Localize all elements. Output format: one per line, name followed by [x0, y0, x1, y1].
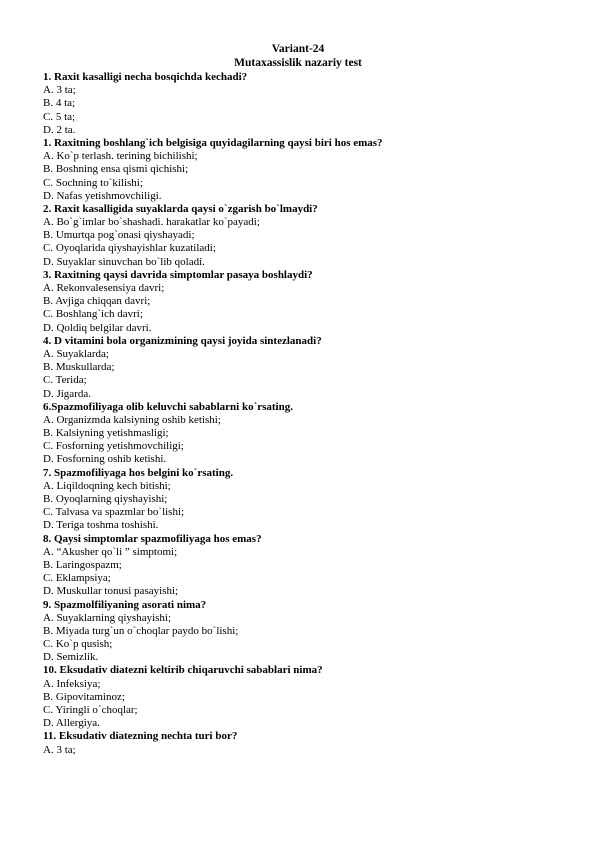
answer-option: A. 3 ta;: [43, 84, 76, 97]
answer-option: A. Suyaklarda;: [43, 347, 109, 360]
question-block: [43, 137, 563, 203]
question-block: [43, 71, 563, 137]
answer-option: C. Boshlang`ich davri;: [43, 308, 143, 321]
question-title: 3. Raxitning qaysi davrida simptomlar pasaya boshlaydi?: [43, 268, 313, 281]
answer-option: D. Teriga toshma toshishi.: [43, 519, 159, 532]
question-title: 11. Eksudativ diatezning nechta turi bor?: [43, 730, 238, 743]
question-block: [43, 203, 563, 269]
answer-option: B. 4 ta;: [43, 97, 76, 110]
test-subtitle: Mutaxassislik nazariy test: [234, 57, 362, 69]
question-list: [43, 71, 563, 757]
question-block: [43, 730, 563, 756]
answer-option: D. Suyaklar sinuvchan bo`lib qoladi.: [43, 255, 205, 268]
question-block: [43, 335, 563, 401]
question-title: 6.Spazmofiliyaga olib keluvchi sabablarni ko`rsating.: [43, 400, 293, 413]
question-block: [43, 599, 563, 665]
question-title: 2. Raxit kasalligida suyaklarda qaysi o`zgarish bo`lmaydi?: [43, 202, 318, 215]
answer-option: A. Organizmda kalsiyning oshib ketishi;: [43, 413, 221, 426]
answer-option: D. Muskullar tonusi pasayishi;: [43, 585, 179, 598]
answer-option: D. Qoldiq belgilar davri.: [43, 321, 152, 334]
answer-option: D. Semizlik.: [43, 651, 99, 664]
answer-option: B. Boshning ensa qismi qichishi;: [43, 163, 189, 176]
question-block: [43, 533, 563, 599]
answer-option: A. Suyaklarning qiyshayishi;: [43, 611, 172, 624]
question-title: 10. Eksudativ diatezni keltirib chiqaruvchi sabablari nima?: [43, 664, 323, 677]
answer-option: D. Jigarda.: [43, 387, 91, 400]
question-title: 1. Raxit kasalligi necha bosqichda kechadi?: [43, 71, 248, 83]
question-title: 7. Spazmofiliyaga hos belgini ko`rsating.: [43, 466, 234, 479]
answer-option: B. Gipovitaminoz;: [43, 690, 125, 703]
answer-option: D. Allergiya.: [43, 717, 100, 730]
answer-option: C. Terida;: [43, 374, 87, 387]
answer-option: B. Miyada turg`un o`choqlar paydo bo`lishi;: [43, 624, 239, 637]
answer-option: C. 5 ta;: [43, 110, 76, 123]
answer-option: A. Liqildoqning kech bitishi;: [43, 479, 171, 492]
answer-option: C. Ko`p qusish;: [43, 638, 113, 651]
answer-option: B. Laringospazm;: [43, 558, 122, 571]
answer-option: B. Oyoqlarning qiyshayishi;: [43, 493, 168, 505]
question-block: [43, 269, 563, 335]
answer-option: B. Avjiga chiqqan davri;: [43, 295, 151, 308]
question-title: 9. Spazmolfiliyaning asorati nima?: [43, 598, 207, 611]
answer-option: C. Oyoqlarida qiyshayishlar kuzatiladi;: [43, 242, 216, 255]
question-title: 8. Qaysi simptomlar spazmofiliyaga hos emas?: [43, 532, 262, 545]
answer-option: A. Ko`p terlash. terining bichilishi;: [43, 150, 198, 163]
question-title: 1. Raxitning boshlang`ich belgisiga quyidagilarning qaysi biri hos emas?: [43, 136, 383, 149]
question-title: 4. D vitamini bola organizmining qaysi joyida sintezlanadi?: [43, 334, 322, 347]
answer-option: A. “Akusher qo`li ” simptomi;: [43, 545, 178, 558]
question-block: [43, 664, 563, 730]
answer-option: D. Nafas yetishmovchiligi.: [43, 189, 162, 202]
answer-option: D. 2 ta.: [43, 123, 76, 136]
answer-option: C. Talvasa va spazmlar bo`lishi;: [43, 506, 185, 519]
answer-option: B. Muskullarda;: [43, 361, 115, 374]
answer-option: B. Umurtqa pog`onasi qiyshayadi;: [43, 229, 195, 242]
answer-option: C. Yiringli o`choqlar;: [43, 704, 138, 716]
answer-option: C. Sochning to`kilishi;: [43, 176, 143, 189]
answer-option: A. Rekonvalesensiya davri;: [43, 282, 165, 294]
answer-option: D. Fosforning oshib ketishi.: [43, 453, 167, 466]
answer-option: B. Kalsiyning yetishmasligi;: [43, 427, 169, 440]
answer-option: A. Infeksiya;: [43, 677, 101, 690]
answer-option: C. Eklampsiya;: [43, 572, 111, 585]
answer-option: A. 3 ta;: [43, 743, 76, 756]
question-block: [43, 467, 563, 533]
answer-option: A. Bo`g`imlar bo`shashadi. harakatlar ko`payadi;: [43, 216, 260, 229]
variant-heading: Variant-24: [271, 43, 325, 55]
question-block: [43, 401, 563, 467]
answer-option: C. Fosforning yetishmovchiligi;: [43, 440, 184, 453]
